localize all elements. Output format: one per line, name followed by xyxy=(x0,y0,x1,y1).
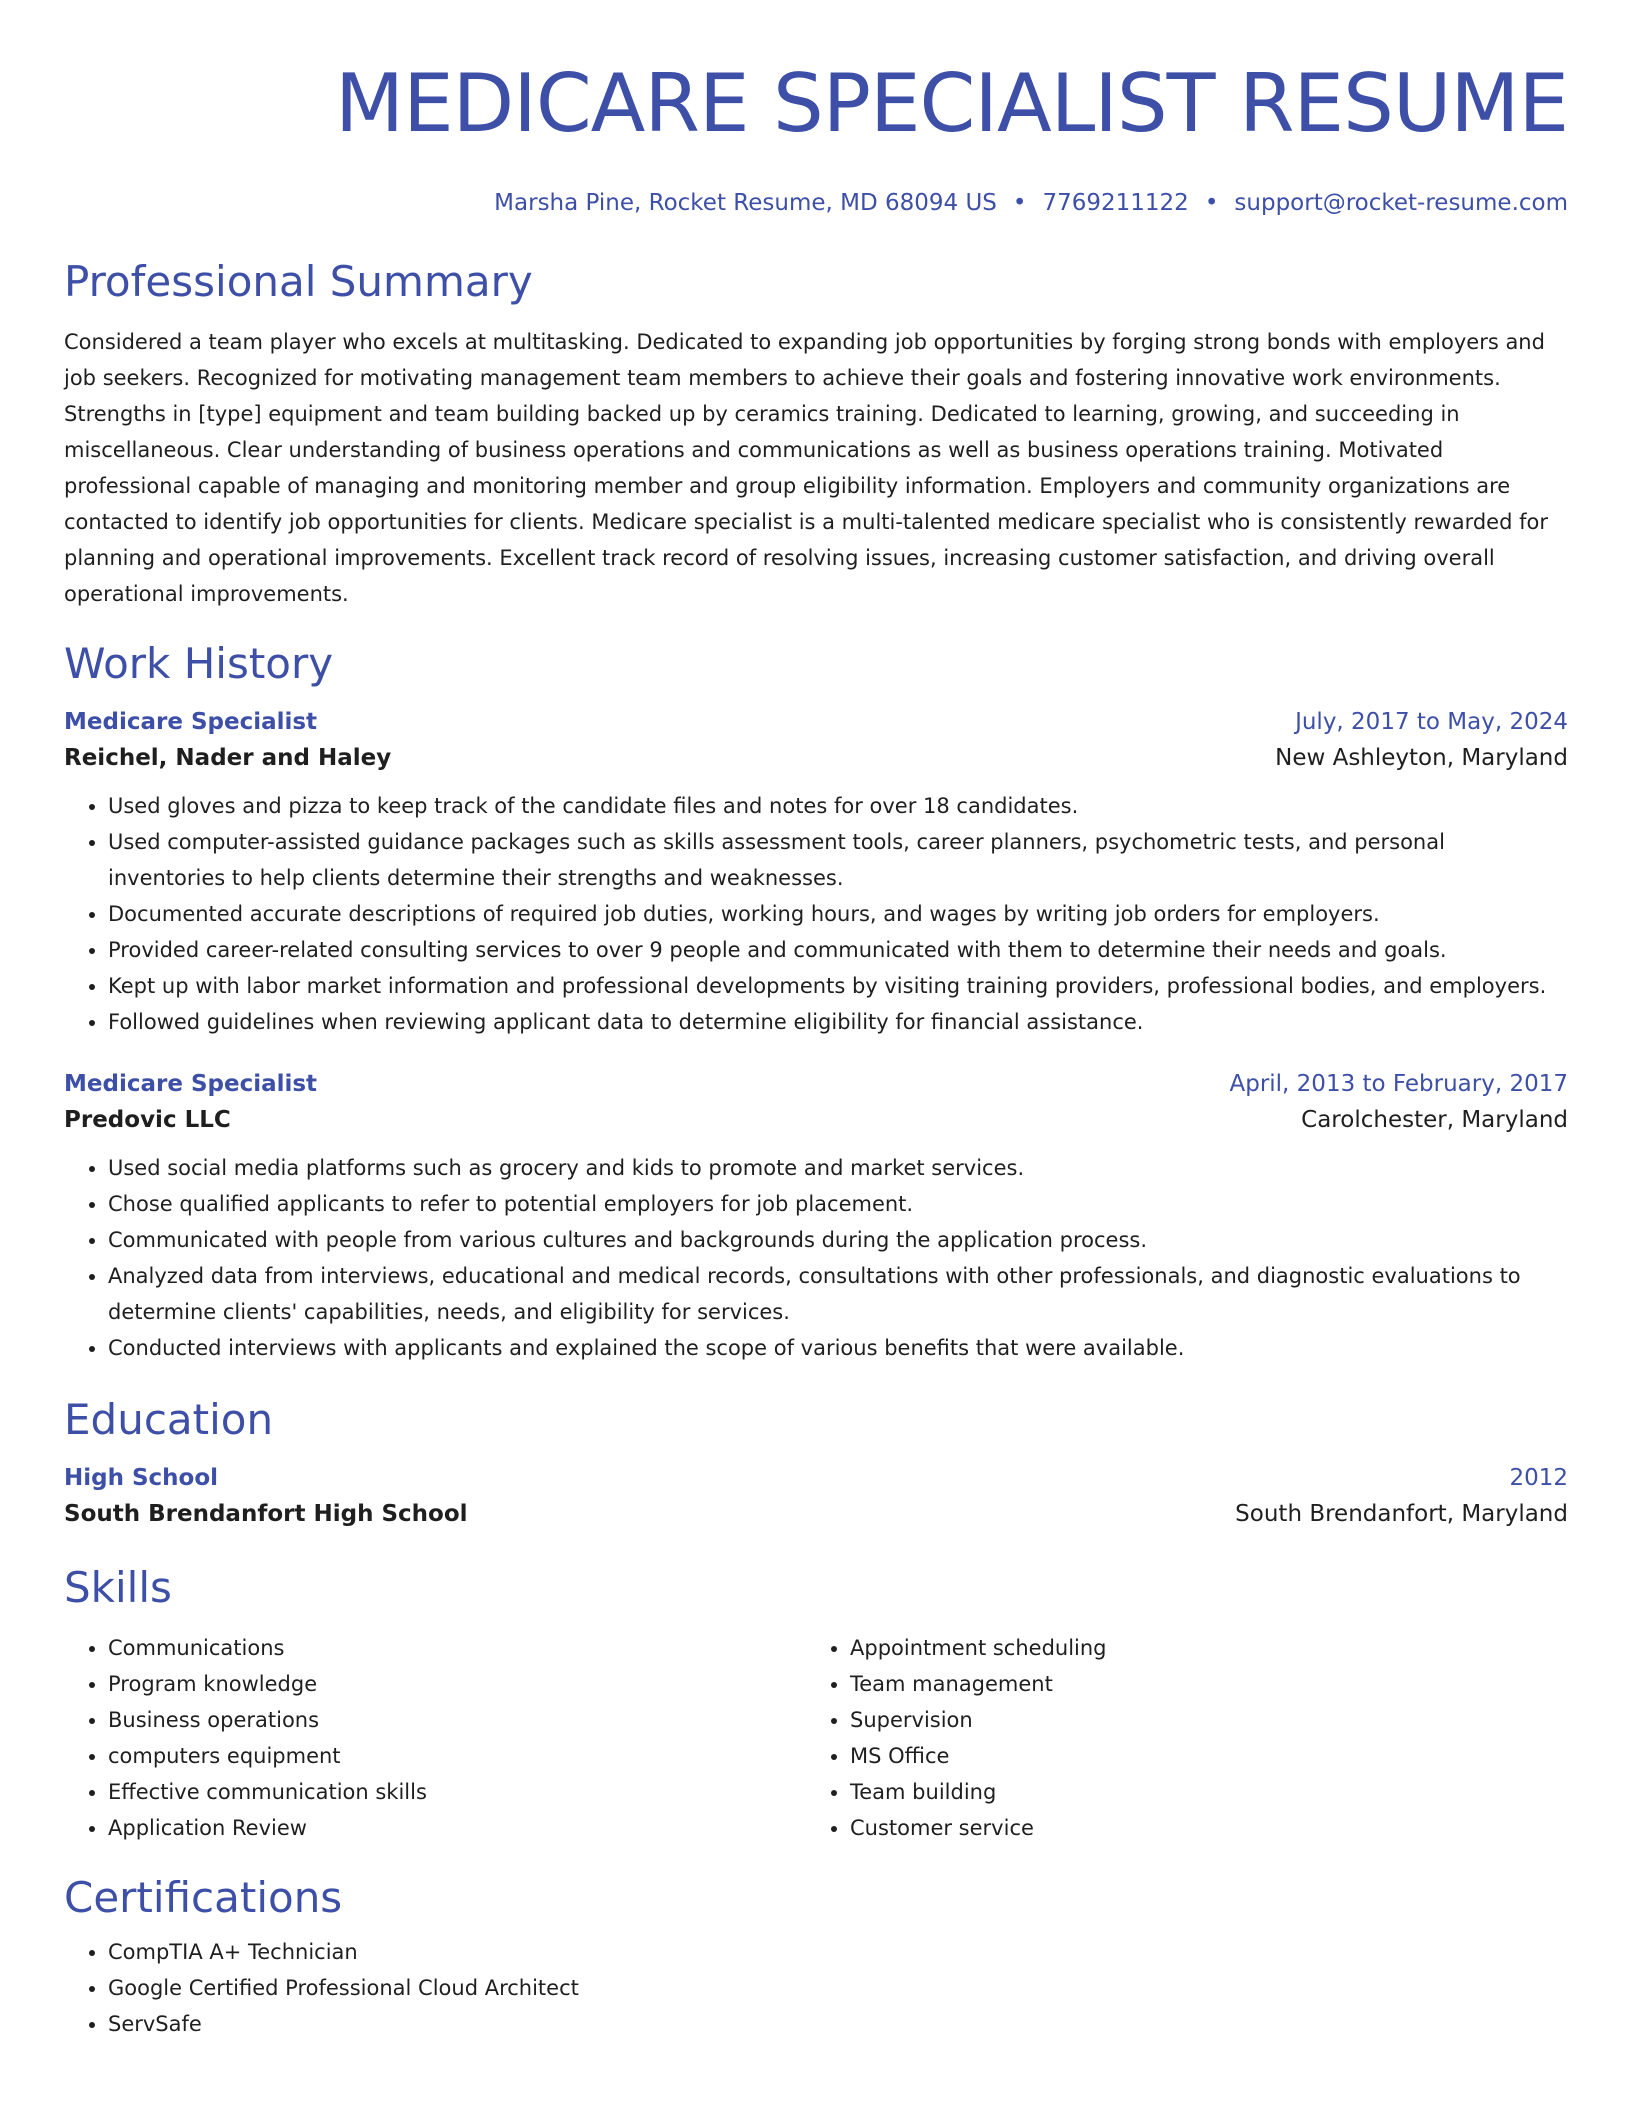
contact-separator: • xyxy=(1012,190,1027,216)
skills-list xyxy=(64,1630,806,1846)
skill-item: • Business operations xyxy=(108,1702,806,1738)
job-bullet: • Conducted interviews with applicants and explained the scope of various benefits that were available. xyxy=(108,1330,1568,1366)
education-school: South Brendanfort High School xyxy=(64,1501,468,1527)
skill-item: • Program knowledge xyxy=(108,1666,806,1702)
job-dates: April, 2013 to February, 2017 xyxy=(1229,1071,1568,1097)
certification-item: • ServSafe xyxy=(108,2006,1568,2042)
education-location: South Brendanfort, Maryland xyxy=(1235,1501,1568,1527)
summary-heading: Professional Summary xyxy=(64,257,533,306)
job-header-row xyxy=(64,1068,1568,1100)
job-bullet: • Used computer-assisted guidance packages such as skills assessment tools, career planners, psychometric tests, and personal inventories to help clients determine their strengths and weaknesses. xyxy=(108,824,1568,896)
certifications-heading: Certifications xyxy=(64,1873,343,1922)
contact-email: support@rocket-resume.com xyxy=(1234,190,1568,216)
resume-page xyxy=(64,0,1568,2042)
job-dates: July, 2017 to May, 2024 xyxy=(1295,709,1568,735)
skill-item: • Team building xyxy=(850,1774,1548,1810)
job-company: Predovic LLC xyxy=(64,1107,231,1133)
skills-list xyxy=(806,1630,1548,1846)
contact-phone: 7769211122 xyxy=(1042,190,1189,216)
work-history-heading: Work History xyxy=(64,639,334,688)
skill-item: • Appointment scheduling xyxy=(850,1630,1548,1666)
certifications-list xyxy=(64,1934,1568,2042)
education-header-row xyxy=(64,1462,1568,1494)
job-bullet: • Analyzed data from interviews, educational and medical records, consultations with other professionals, and diagnostic evaluations to determine clients' capabilities, needs, and eligibility for services. xyxy=(108,1258,1568,1330)
job-location: Carolchester, Maryland xyxy=(1301,1107,1568,1133)
skill-item: • Supervision xyxy=(850,1702,1548,1738)
contact-line xyxy=(64,188,1568,218)
skill-item: • MS Office xyxy=(850,1738,1548,1774)
skills-grid xyxy=(64,1630,1568,1846)
skill-item: • computers equipment xyxy=(108,1738,806,1774)
education-year: 2012 xyxy=(1509,1465,1568,1491)
job-bullet: • Followed guidelines when reviewing applicant data to determine eligibility for financial assistance. xyxy=(108,1004,1568,1040)
job-header-row xyxy=(64,706,1568,738)
skills-column-left xyxy=(64,1630,806,1846)
education-entry xyxy=(64,1462,1568,1534)
education-school-row xyxy=(64,1494,1568,1534)
contact-separator: • xyxy=(1204,190,1219,216)
job-entry xyxy=(64,706,1568,1040)
job-location: New Ashleyton, Maryland xyxy=(1275,745,1568,771)
job-bullet: • Documented accurate descriptions of required job duties, working hours, and wages by writing job orders for employers. xyxy=(108,896,1568,932)
education-degree: High School xyxy=(64,1465,219,1491)
resume-title: MEDICARE SPECIALIST RESUME xyxy=(335,57,1568,150)
job-company-row xyxy=(64,1100,1568,1140)
job-bullet: • Communicated with people from various cultures and backgrounds during the application process. xyxy=(108,1222,1568,1258)
job-entry xyxy=(64,1068,1568,1366)
job-title: Medicare Specialist xyxy=(64,1071,318,1097)
skill-item: • Team management xyxy=(850,1666,1548,1702)
job-bullet: • Kept up with labor market information and professional developments by visiting training providers, professional bodies, and employers. xyxy=(108,968,1568,1004)
job-bullet: • Used gloves and pizza to keep track of the candidate files and notes for over 18 candidates. xyxy=(108,788,1568,824)
certification-item: • Google Certified Professional Cloud Architect xyxy=(108,1970,1568,2006)
job-bullet: • Chose qualified applicants to refer to potential employers for job placement. xyxy=(108,1186,1568,1222)
job-bullet: • Provided career-related consulting services to over 9 people and communicated with them to determine their needs and goals. xyxy=(108,932,1568,968)
summary-text: Considered a team player who excels at multitasking. Dedicated to expanding job opportunities by forging strong bonds with employers and job seekers. Recognized for motivating management team members to achieve their goals and fostering innovative work environments. Strengths in [type] equipment and team building backed up by ceramics training. Dedicated to learning, growing, and succeeding in miscellaneous. Clear understanding of business operations and communications as well as business operations training. Motivated professional capable of managing and monitoring member and group eligibility information. Employers and community organizations are contacted to identify job opportunities for clients. Medicare specialist is a multi-talented medicare specialist who is consistently rewarded for planning and operational improvements. Excellent track record of resolving issues, increasing customer satisfaction, and driving overall operational improvements. xyxy=(64,330,1548,606)
job-company: Reichel, Nader and Haley xyxy=(64,745,392,771)
job-bullet: • Used social media platforms such as grocery and kids to promote and market services. xyxy=(108,1150,1568,1186)
job-company-row xyxy=(64,738,1568,778)
skill-item: • Customer service xyxy=(850,1810,1548,1846)
job-bullets xyxy=(64,788,1568,1040)
skill-item: • Communications xyxy=(108,1630,806,1666)
skill-item: • Application Review xyxy=(108,1810,806,1846)
certification-item: • CompTIA A+ Technician xyxy=(108,1934,1568,1970)
skills-heading: Skills xyxy=(64,1563,172,1612)
skill-item: • Effective communication skills xyxy=(108,1774,806,1810)
job-title: Medicare Specialist xyxy=(64,709,318,735)
education-heading: Education xyxy=(64,1395,274,1444)
job-bullets xyxy=(64,1150,1568,1366)
contact-address: Marsha Pine, Rocket Resume, MD 68094 US xyxy=(494,190,997,216)
skills-column-right xyxy=(806,1630,1548,1846)
